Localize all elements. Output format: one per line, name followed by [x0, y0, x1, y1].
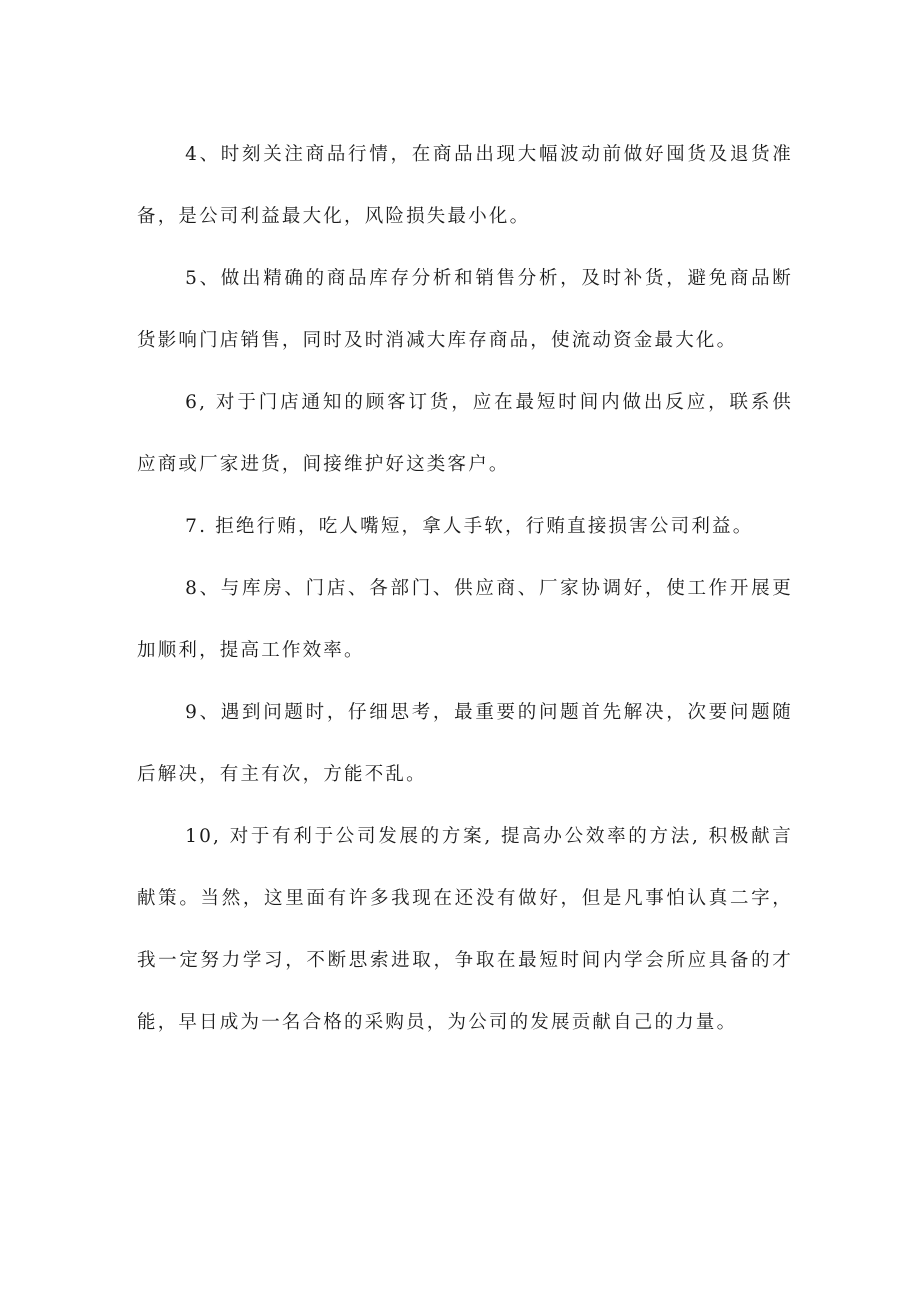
paragraph-8: 8、与库房、门店、各部门、供应商、厂家协调好，使工作开展更加顺利，提高工作效率。 [137, 578, 793, 661]
paragraph-6: 6, 对于门店通知的顾客订货，应在最短时间内做出反应，联系供应商或厂家进货，间接维护好这类客户。 [137, 392, 793, 475]
paragraph-5: 5、做出精确的商品库存分析和销售分析，及时补货，避免商品断货影响门店销售，同时及时消减大库存商品，使流动资金最大化。 [137, 268, 793, 351]
paragraph-7: 7. 拒绝行贿，吃人嘴短，拿人手软，行贿直接损害公司利益。 [185, 516, 754, 537]
paragraph-9: 9、遇到问题时，仔细思考，最重要的问题首先解决，次要问题随后解决，有主有次，方能不乱。 [137, 702, 793, 785]
paragraph-10: 10, 对于有利于公司发展的方案, 提高办公效率的方法, 积极献言献策。当然，这里面有许多我现在还没有做好，但是凡事怕认真二字，我一定努力学习，不断思索进取，争取在最短时间内学会所应具备的才能，早日成为一名合格的采购员，为公司的发展贡献自己的力量。 [137, 826, 793, 1033]
paragraph-4: 4、时刻关注商品行情，在商品出现大幅波动前做好囤货及退货准备，是公司利益最大化，风险损失最小化。 [137, 144, 793, 227]
document-body [137, 124, 793, 1054]
